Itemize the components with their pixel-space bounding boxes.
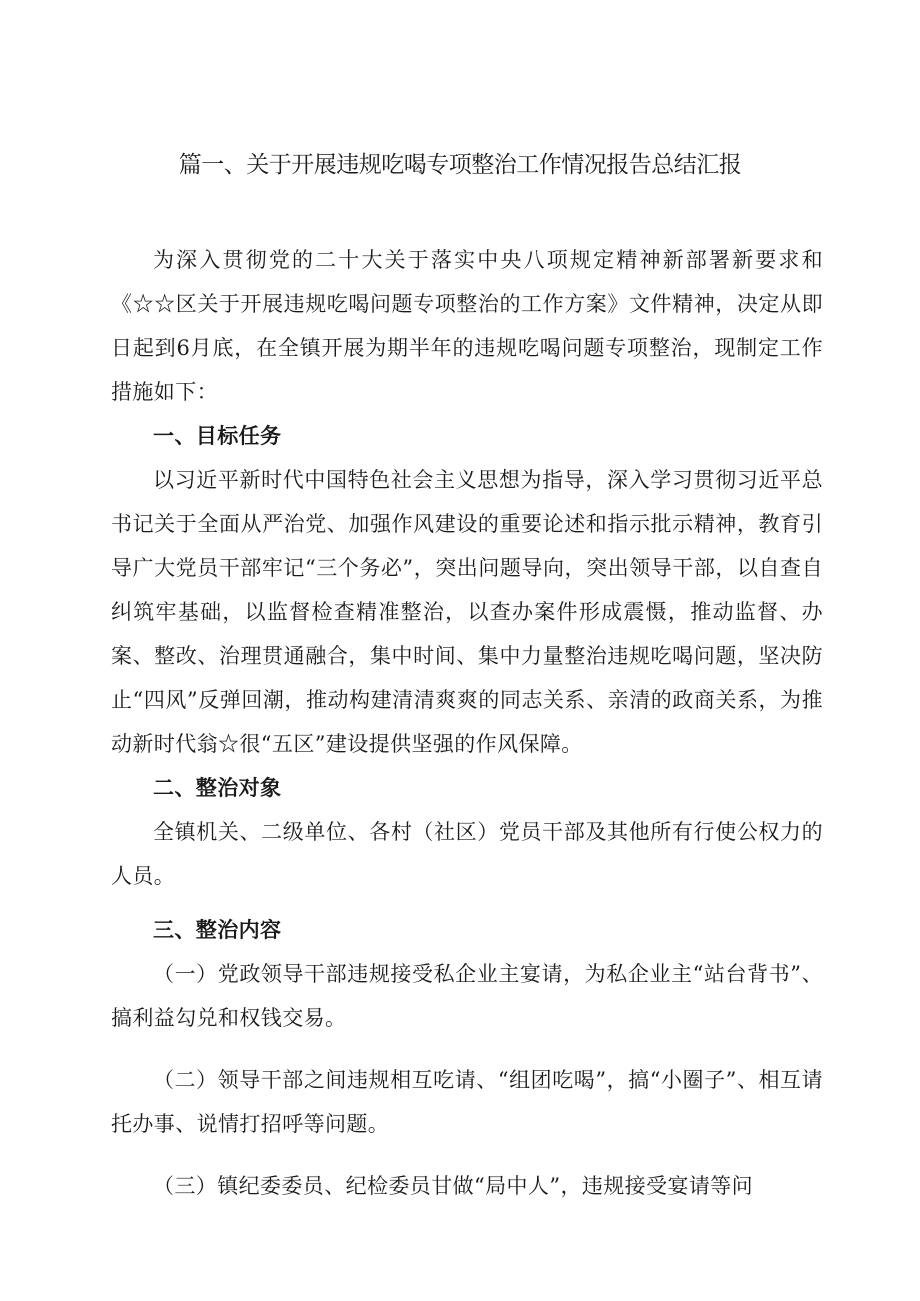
content-item: （一）党政领导干部违规接受私企业主宴请，为私企业主“站台背书”、搞利益勾兑和权钱交易。 [111,962,823,1030]
content-item: （三）镇纪委委员、纪检委员甘做“局中人”，违规接受宴请等问 [153,1174,754,1198]
section-body-targets: 全镇机关、二级单位、各村（社区）党员干部及其他所有行使公权力的人员。 [111,820,823,888]
content-item: （二）领导干部之间违规相互吃请、“组团吃喝”，搞“小圈子”、相互请托办事、说情打招呼等问题。 [111,1068,823,1136]
section-heading-targets: 二、整治对象 [153,776,282,800]
intro-paragraph: 为深入贯彻党的二十大关于落实中央八项规定精神新部署新要求和《☆☆区关于开展违规吃喝问题专项整治的工作方案》文件精神，决定从即日起到6月底，在全镇开展为期半年的违规吃喝问题专项整治，现制定工作措施如下： [111,248,823,404]
document-title: 篇一、关于开展违规吃喝专项整治工作情况报告总结汇报 [178,152,742,178]
section-body-goals: 以习近平新时代中国特色社会主义思想为指导，深入学习贯彻习近平总书记关于全面从严治党、加强作风建设的重要论述和指示批示精神，教育引导广大党员干部牢记“三个务必”，突出问题导向，突出领导干部，以自查自纠筑牢基础，以监督检查精准整治，以查办案件形成震慑，推动监督、办案、整改、治理贯通融合，集中时间、集中力量整治违规吃喝问题，坚决防止“四风”反弹回潮，推动构建清清爽爽的同志关系、亲清的政商关系，为推动新时代翁☆很“五区”建设提供坚强的作风保障。 [111,468,823,756]
section-heading-content: 三、整治内容 [153,918,282,942]
document-body [111,238,823,1208]
section-heading-goals: 一、目标任务 [153,424,282,448]
